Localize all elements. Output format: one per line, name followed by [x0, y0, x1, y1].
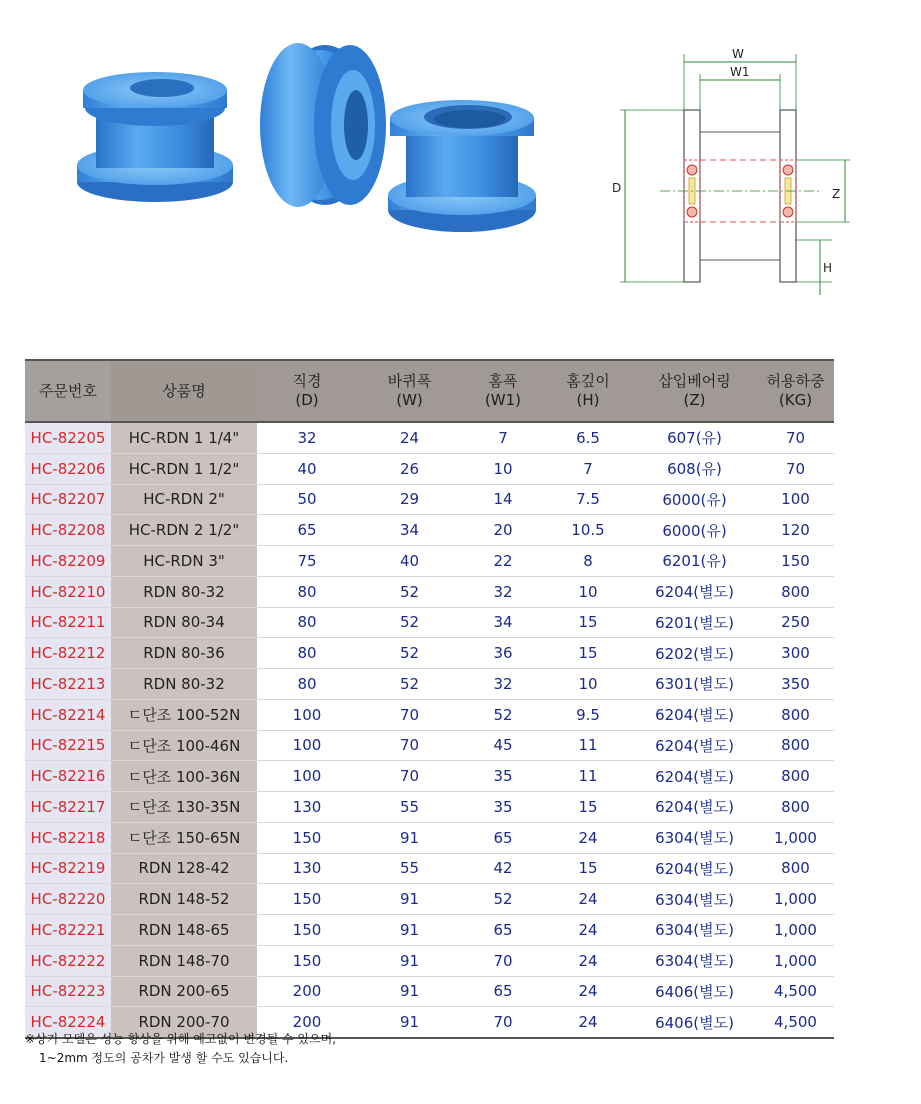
load-capacity-cell: 800	[757, 576, 834, 607]
order-number-cell: HC-82206	[25, 453, 111, 484]
load-capacity-cell: 120	[757, 515, 834, 546]
order-number-cell: HC-82211	[25, 607, 111, 638]
table-row	[25, 576, 834, 607]
label-d: D	[612, 181, 622, 195]
product-name-cell: ㄷ단조 130-35N	[111, 792, 257, 823]
header-groove-depth: 홈깊이 (H)	[544, 360, 632, 422]
load-capacity-cell: 250	[757, 607, 834, 638]
table-row	[25, 484, 834, 515]
product-name-cell: ㄷ단조 100-46N	[111, 730, 257, 761]
order-number-cell: HC-82210	[25, 576, 111, 607]
load-capacity-cell: 350	[757, 669, 834, 700]
table-row	[25, 422, 834, 453]
groove-width-cell: 34	[462, 607, 544, 638]
wheel-width-cell: 91	[357, 1007, 462, 1038]
label-w: W	[732, 47, 744, 61]
groove-width-cell: 36	[462, 638, 544, 669]
load-capacity-cell: 100	[757, 484, 834, 515]
groove-depth-cell: 9.5	[544, 699, 632, 730]
wheel-width-cell: 70	[357, 730, 462, 761]
load-capacity-cell: 4,500	[757, 1007, 834, 1038]
header-diameter: 직경 (D)	[257, 360, 357, 422]
groove-depth-cell: 15	[544, 792, 632, 823]
groove-width-cell: 32	[462, 669, 544, 700]
wheel-width-cell: 55	[357, 853, 462, 884]
groove-depth-cell: 11	[544, 730, 632, 761]
order-number-cell: HC-82224	[25, 1007, 111, 1038]
table-row	[25, 669, 834, 700]
wheel-left	[77, 72, 233, 202]
diameter-cell: 130	[257, 792, 357, 823]
wheel-width-cell: 91	[357, 945, 462, 976]
product-name-cell: HC-RDN 2"	[111, 484, 257, 515]
wheel-width-cell: 70	[357, 699, 462, 730]
diameter-cell: 150	[257, 822, 357, 853]
groove-depth-cell: 15	[544, 638, 632, 669]
load-capacity-cell: 800	[757, 792, 834, 823]
spec-table-wrapper	[25, 359, 825, 1039]
wheel-width-cell: 70	[357, 761, 462, 792]
table-row	[25, 546, 834, 577]
diameter-cell: 80	[257, 607, 357, 638]
diameter-cell: 100	[257, 761, 357, 792]
order-number-cell: HC-82223	[25, 976, 111, 1007]
order-number-cell: HC-82216	[25, 761, 111, 792]
table-row	[25, 699, 834, 730]
groove-depth-cell: 7	[544, 453, 632, 484]
label-h: H	[823, 261, 833, 275]
spec-table	[25, 359, 834, 1039]
product-name-cell: RDN 200-65	[111, 976, 257, 1007]
table-row	[25, 792, 834, 823]
table-row	[25, 853, 834, 884]
table-body	[25, 422, 834, 1038]
bearing-cell: 6201(유)	[632, 546, 757, 577]
groove-width-cell: 52	[462, 884, 544, 915]
diameter-cell: 150	[257, 915, 357, 946]
groove-depth-cell: 6.5	[544, 422, 632, 453]
load-capacity-cell: 800	[757, 730, 834, 761]
table-row	[25, 915, 834, 946]
bearing-cell: 608(유)	[632, 453, 757, 484]
table-row	[25, 515, 834, 546]
product-name-cell: RDN 128-42	[111, 853, 257, 884]
diameter-cell: 75	[257, 546, 357, 577]
diameter-cell: 80	[257, 638, 357, 669]
order-number-cell: HC-82208	[25, 515, 111, 546]
wheel-middle	[260, 43, 386, 207]
groove-width-cell: 45	[462, 730, 544, 761]
table-row	[25, 822, 834, 853]
header-bearing: 삽입베어링 (Z)	[632, 360, 757, 422]
groove-depth-cell: 7.5	[544, 484, 632, 515]
groove-depth-cell: 24	[544, 915, 632, 946]
load-capacity-cell: 800	[757, 699, 834, 730]
table-row	[25, 761, 834, 792]
diameter-cell: 50	[257, 484, 357, 515]
load-capacity-cell: 1,000	[757, 915, 834, 946]
load-capacity-cell: 1,000	[757, 884, 834, 915]
diameter-cell: 80	[257, 669, 357, 700]
order-number-cell: HC-82207	[25, 484, 111, 515]
groove-depth-cell: 15	[544, 607, 632, 638]
product-name-cell: RDN 80-32	[111, 576, 257, 607]
diameter-cell: 200	[257, 1007, 357, 1038]
groove-width-cell: 52	[462, 699, 544, 730]
product-name-cell: RDN 148-52	[111, 884, 257, 915]
bearing-cell: 6304(별도)	[632, 915, 757, 946]
product-name-cell: RDN 80-36	[111, 638, 257, 669]
table-row	[25, 945, 834, 976]
groove-width-cell: 42	[462, 853, 544, 884]
disclaimer-note	[25, 1030, 336, 1068]
order-number-cell: HC-82209	[25, 546, 111, 577]
bearing-cell: 6301(별도)	[632, 669, 757, 700]
bearing-cell: 6304(별도)	[632, 822, 757, 853]
load-capacity-cell: 70	[757, 422, 834, 453]
order-number-cell: HC-82212	[25, 638, 111, 669]
wheel-width-cell: 91	[357, 915, 462, 946]
load-capacity-cell: 150	[757, 546, 834, 577]
diameter-cell: 80	[257, 576, 357, 607]
order-number-cell: HC-82215	[25, 730, 111, 761]
table-row	[25, 638, 834, 669]
bearing-cell: 6202(별도)	[632, 638, 757, 669]
table-row	[25, 607, 834, 638]
groove-width-cell: 22	[462, 546, 544, 577]
groove-width-cell: 70	[462, 945, 544, 976]
cross-section-diagram	[600, 40, 890, 310]
diameter-cell: 40	[257, 453, 357, 484]
diameter-cell: 32	[257, 422, 357, 453]
product-name-cell: HC-RDN 3"	[111, 546, 257, 577]
bearing-cell: 6204(별도)	[632, 792, 757, 823]
bearing-cell: 6204(별도)	[632, 853, 757, 884]
header-load-capacity: 허용하중 (KG)	[757, 360, 834, 422]
groove-depth-cell: 11	[544, 761, 632, 792]
table-row	[25, 730, 834, 761]
order-number-cell: HC-82214	[25, 699, 111, 730]
product-name-cell: HC-RDN 2 1/2"	[111, 515, 257, 546]
wheel-width-cell: 26	[357, 453, 462, 484]
table-row	[25, 884, 834, 915]
product-name-cell: ㄷ단조 150-65N	[111, 822, 257, 853]
table-row	[25, 453, 834, 484]
product-name-cell: RDN 148-70	[111, 945, 257, 976]
product-name-cell: RDN 148-65	[111, 915, 257, 946]
bearing-cell: 6406(별도)	[632, 976, 757, 1007]
groove-depth-cell: 24	[544, 884, 632, 915]
bearing-cell: 6204(별도)	[632, 576, 757, 607]
order-number-cell: HC-82213	[25, 669, 111, 700]
wheel-width-cell: 91	[357, 976, 462, 1007]
groove-width-cell: 65	[462, 976, 544, 1007]
label-w1: W1	[730, 65, 750, 79]
bearing-cell: 607(유)	[632, 422, 757, 453]
wheel-width-cell: 52	[357, 638, 462, 669]
load-capacity-cell: 4,500	[757, 976, 834, 1007]
order-number-cell: HC-82217	[25, 792, 111, 823]
wheel-width-cell: 24	[357, 422, 462, 453]
note-line-2: 1~2mm 정도의 공차가 발생 할 수도 있습니다.	[39, 1051, 289, 1065]
bearing-cell: 6204(별도)	[632, 730, 757, 761]
header-groove-width: 홈폭 (W1)	[462, 360, 544, 422]
load-capacity-cell: 300	[757, 638, 834, 669]
header-product-name: 상품명	[111, 360, 257, 422]
table-row	[25, 976, 834, 1007]
load-capacity-cell: 800	[757, 853, 834, 884]
table-header-row	[25, 360, 834, 422]
diameter-cell: 200	[257, 976, 357, 1007]
wheel-width-cell: 55	[357, 792, 462, 823]
product-name-cell: HC-RDN 1 1/2"	[111, 453, 257, 484]
groove-depth-cell: 24	[544, 1007, 632, 1038]
groove-width-cell: 70	[462, 1007, 544, 1038]
groove-depth-cell: 10	[544, 669, 632, 700]
diameter-cell: 100	[257, 699, 357, 730]
bearing-cell: 6406(별도)	[632, 1007, 757, 1038]
groove-width-cell: 7	[462, 422, 544, 453]
wheel-width-cell: 52	[357, 607, 462, 638]
wheel-width-cell: 91	[357, 822, 462, 853]
groove-depth-cell: 10.5	[544, 515, 632, 546]
product-name-cell: RDN 80-32	[111, 669, 257, 700]
groove-width-cell: 32	[462, 576, 544, 607]
wheel-width-cell: 52	[357, 669, 462, 700]
wheel-width-cell: 91	[357, 884, 462, 915]
product-name-cell: HC-RDN 1 1/4"	[111, 422, 257, 453]
diameter-cell: 100	[257, 730, 357, 761]
load-capacity-cell: 70	[757, 453, 834, 484]
note-line-1: ※상기 모델은 성능 향상을 위해 예고없이 변경될 수 있으며,	[25, 1032, 337, 1046]
groove-width-cell: 35	[462, 761, 544, 792]
wheel-width-cell: 40	[357, 546, 462, 577]
bearing-cell: 6304(별도)	[632, 945, 757, 976]
wheel-width-cell: 34	[357, 515, 462, 546]
bearing-cell: 6204(별도)	[632, 699, 757, 730]
label-z: Z	[832, 187, 841, 201]
groove-width-cell: 65	[462, 822, 544, 853]
groove-depth-cell: 15	[544, 853, 632, 884]
load-capacity-cell: 1,000	[757, 822, 834, 853]
order-number-cell: HC-82219	[25, 853, 111, 884]
groove-depth-cell: 24	[544, 822, 632, 853]
bearing-cell: 6000(유)	[632, 484, 757, 515]
bearing-cell: 6201(별도)	[632, 607, 757, 638]
bearing-cell: 6304(별도)	[632, 884, 757, 915]
diameter-cell: 130	[257, 853, 357, 884]
groove-width-cell: 35	[462, 792, 544, 823]
diameter-cell: 65	[257, 515, 357, 546]
groove-width-cell: 20	[462, 515, 544, 546]
load-capacity-cell: 1,000	[757, 945, 834, 976]
order-number-cell: HC-82222	[25, 945, 111, 976]
groove-depth-cell: 10	[544, 576, 632, 607]
groove-depth-cell: 24	[544, 976, 632, 1007]
order-number-cell: HC-82220	[25, 884, 111, 915]
wheel-right	[388, 100, 536, 232]
groove-depth-cell: 24	[544, 945, 632, 976]
diameter-cell: 150	[257, 945, 357, 976]
product-name-cell: ㄷ단조 100-52N	[111, 699, 257, 730]
load-capacity-cell: 800	[757, 761, 834, 792]
product-name-cell: RDN 80-34	[111, 607, 257, 638]
groove-width-cell: 65	[462, 915, 544, 946]
bearing-cell: 6204(별도)	[632, 761, 757, 792]
wheel-width-cell: 29	[357, 484, 462, 515]
header-wheel-width: 바퀴폭 (W)	[357, 360, 462, 422]
order-number-cell: HC-82205	[25, 422, 111, 453]
diameter-cell: 150	[257, 884, 357, 915]
groove-width-cell: 14	[462, 484, 544, 515]
order-number-cell: HC-82218	[25, 822, 111, 853]
product-name-cell: ㄷ단조 100-36N	[111, 761, 257, 792]
product-name-cell: RDN 200-70	[111, 1007, 257, 1038]
product-photo	[50, 30, 570, 250]
wheel-width-cell: 52	[357, 576, 462, 607]
groove-width-cell: 10	[462, 453, 544, 484]
order-number-cell: HC-82221	[25, 915, 111, 946]
bearing-cell: 6000(유)	[632, 515, 757, 546]
header-order-number: 주문번호	[25, 360, 111, 422]
groove-depth-cell: 8	[544, 546, 632, 577]
